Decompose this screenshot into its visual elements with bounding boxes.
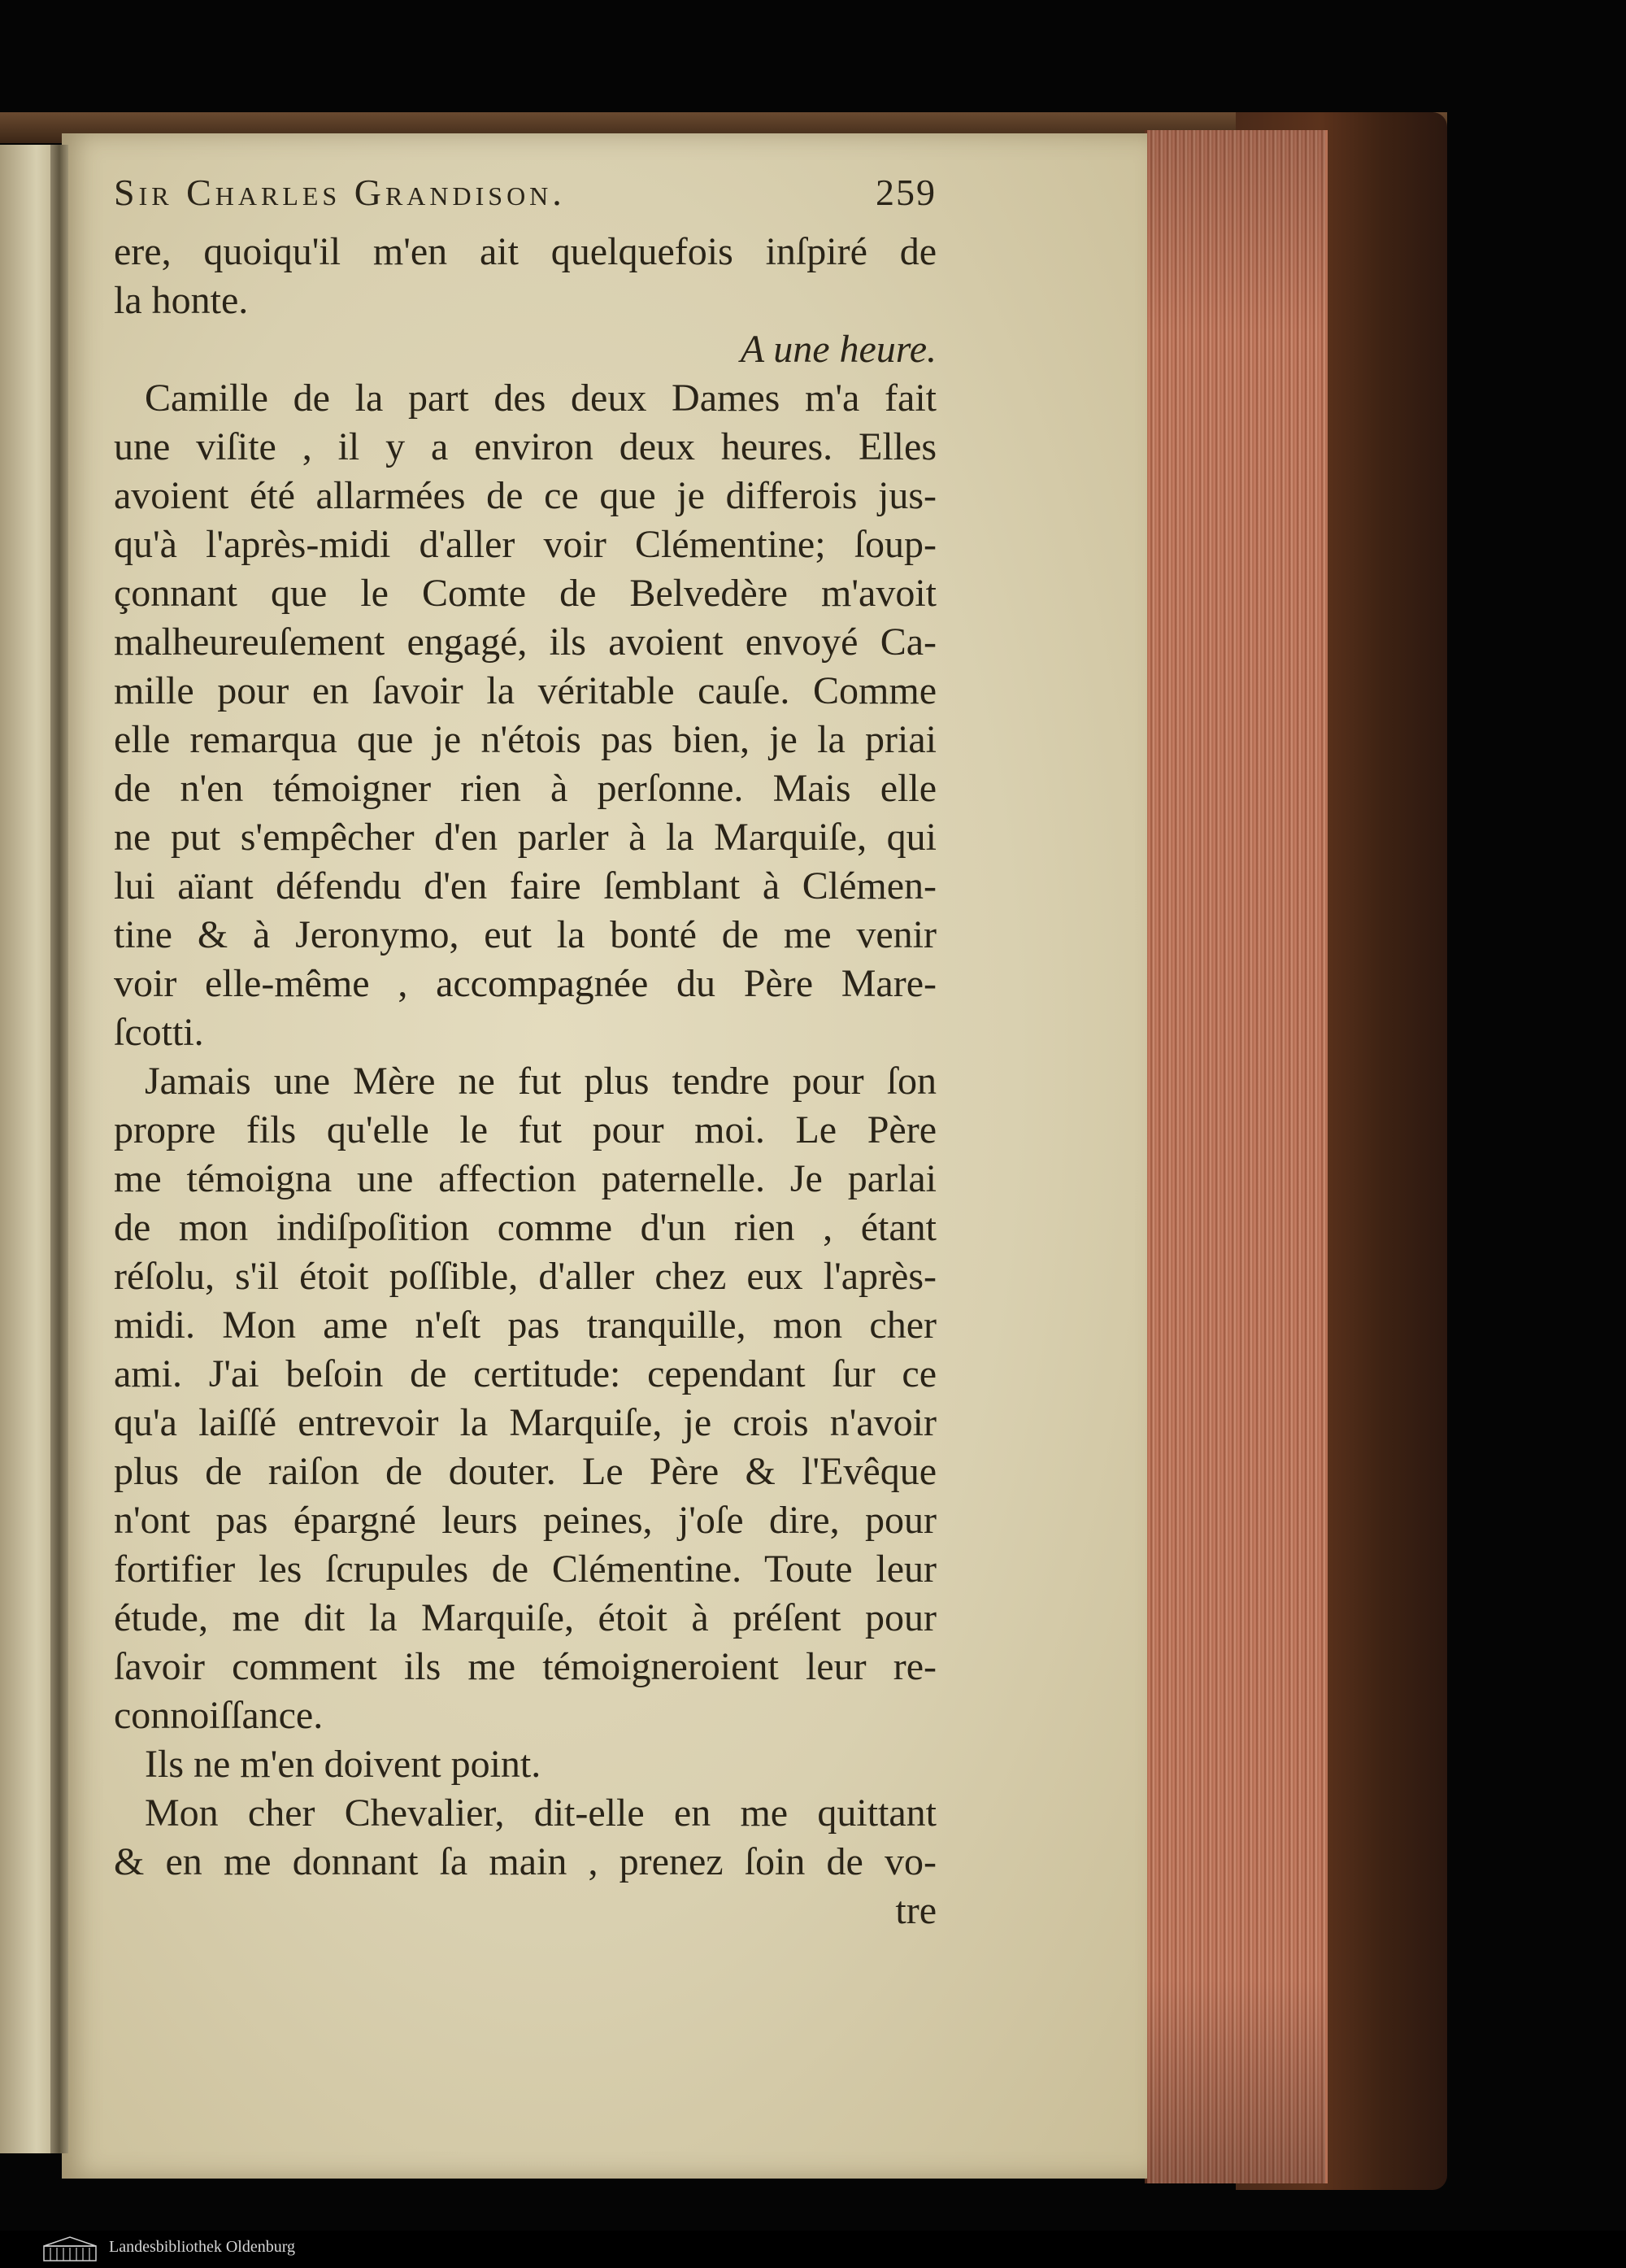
text-line: ere, quoiqu'il m'en ait quelquefois inſpiré de <box>114 230 937 273</box>
text-line: connoiſſance. <box>114 1694 324 1737</box>
running-head-title: Sir Charles Grandison. <box>114 172 566 213</box>
library-name: Landesbibliothek Oldenburg <box>109 2238 296 2256</box>
text-line: avoient été allarmées de ce que je differois jus- <box>114 474 937 517</box>
text-line: & en me donnant ſa main , prenez ſoin de vo- <box>114 1840 937 1883</box>
text-line: une viſite , il y a environ deux heures. Elles <box>114 425 937 468</box>
text-line: ſavoir comment ils me témoigneroient leur re- <box>114 1645 937 1688</box>
text-line: de mon indiſpoſition comme d'un rien , étant <box>114 1206 937 1249</box>
text-line: de n'en témoigner rien à perſonne. Mais elle <box>114 767 937 810</box>
library-building-icon <box>42 2235 98 2262</box>
text-line: me témoigna une affection paternelle. Je parlai <box>114 1157 937 1200</box>
text-line: Camille de la part des deux Dames m'a fait <box>145 377 937 420</box>
page-number: 259 <box>876 172 937 213</box>
text-line: Ils ne m'en doivent point. <box>145 1743 541 1786</box>
text-line: ſcotti. <box>114 1011 204 1054</box>
text-line: lui aïant défendu d'en faire ſemblant à Clémen- <box>114 864 937 908</box>
text-line: n'ont pas épargné leurs peines, j'oſe dire, pour <box>114 1499 937 1542</box>
text-line: çonnant que le Comte de Belvedère m'avoit <box>114 572 937 615</box>
text-line: ne put s'empêcher d'en parler à la Marquiſe, qui <box>114 816 937 859</box>
text-line: réſolu, s'il étoit poſſible, d'aller chez eux l'après- <box>114 1255 937 1298</box>
running-head <box>114 171 937 223</box>
gutter <box>50 145 68 2153</box>
text-line: étude, me dit la Marquiſe, étoit à préſent pour <box>114 1596 937 1639</box>
text-line: tine & à Jeronymo, eut la bonté de me venir <box>114 913 937 956</box>
text-line: midi. Mon ame n'eſt pas tranquille, mon cher <box>114 1304 937 1347</box>
time-heading: A une heure. <box>740 328 937 371</box>
text-line: Mon cher Chevalier, dit-elle en me quittant <box>145 1791 937 1835</box>
text-line: qu'à l'après-midi d'aller voir Clémentine; ſoup- <box>114 523 937 566</box>
text-line: fortifier les ſcrupules de Clémentine. Toute leur <box>114 1548 937 1591</box>
page-text <box>114 171 937 1935</box>
page-edge-shade <box>1145 130 1325 2183</box>
text-line: plus de raiſon de douter. Le Père & l'Evêque <box>114 1450 937 1493</box>
text-line: ami. J'ai beſoin de certitude: cependant ſur ce <box>114 1352 937 1395</box>
text-line: elle remarqua que je n'étois pas bien, je la priai <box>114 718 937 761</box>
text-line: Jamais une Mère ne fut plus tendre pour ſon <box>145 1060 937 1103</box>
text-line: la honte. <box>114 279 249 322</box>
text-line: malheureuſement engagé, ils avoient envoyé Ca- <box>114 620 937 664</box>
text-line: qu'a laiſſé entrevoir la Marquiſe, je crois n'avoir <box>114 1401 937 1444</box>
text-line: voir elle-même , accompagnée du Père Mare- <box>114 962 937 1005</box>
catchword: tre <box>895 1889 937 1932</box>
text-line: mille pour en ſavoir la véritable cauſe. Comme <box>114 669 937 712</box>
text-line: propre fils qu'elle le fut pour moi. Le Père <box>114 1108 937 1151</box>
